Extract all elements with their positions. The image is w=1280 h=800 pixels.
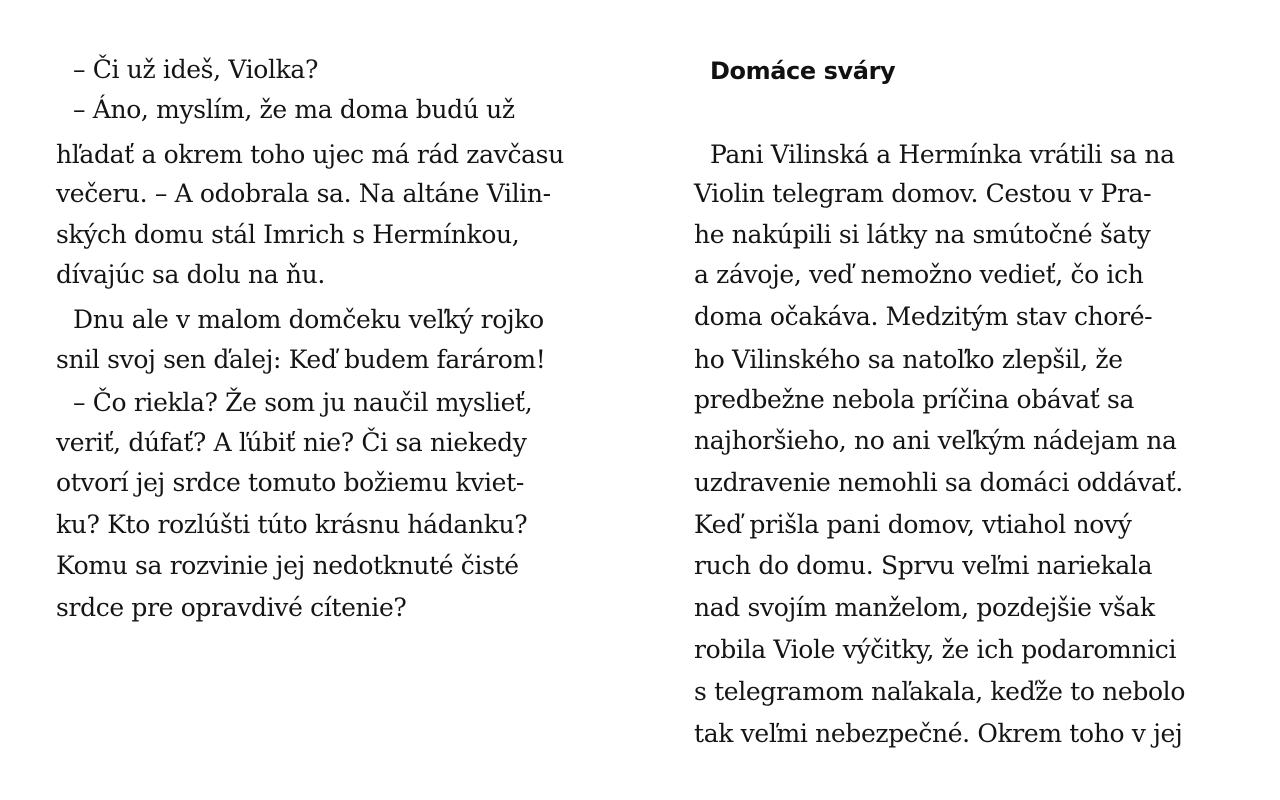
text-line: he nakúpili si látky na smútočné šaty [694, 220, 1151, 249]
text-line: Pani Vilinská a Hermínka vrátili sa na [710, 140, 1175, 169]
text-line: tak veľmi nebezpečné. Okrem toho v jej [694, 719, 1183, 748]
text-line: ruch do domu. Sprvu veľmi nariekala [694, 551, 1153, 580]
text-line: najhoršieho, no ani veľkým nádejam na [694, 426, 1177, 455]
text-line: hľadať a okrem toho ujec má rád zavčasu [56, 140, 564, 169]
text-line: ho Vilinského sa natoľko zlepšil, že [694, 345, 1123, 374]
text-line: snil svoj sen ďalej: Keď budem farárom! [56, 345, 546, 374]
chapter-title: Domáce sváry [710, 57, 896, 85]
text-line: otvorí jej srdce tomuto božiemu kviet- [56, 468, 524, 497]
text-line: nad svojím manželom, pozdejšie však [694, 593, 1155, 622]
text-line: Komu sa rozvinie jej nedotknuté čisté [56, 551, 519, 580]
text-line: ských domu stál Imrich s Hermínkou, [56, 220, 520, 249]
text-line: predbežne nebola príčina obávať sa [694, 385, 1135, 414]
text-line: Dnu ale v malom domčeku veľký rojko [73, 305, 544, 334]
text-line: a závoje, veď nemožno vedieť, čo ich [694, 260, 1144, 289]
text-line: ku? Kto rozlúšti túto krásnu hádanku? [56, 510, 528, 539]
text-line: srdce pre opravdivé cítenie? [56, 593, 407, 622]
text-line: – Áno, myslím, že ma doma budú už [73, 95, 515, 124]
text-line: – Čo riekla? Že som ju naučil myslieť, [73, 388, 533, 417]
text-line: robila Viole výčitky, že ich podaromnici [694, 635, 1177, 664]
right-page [640, 0, 1280, 800]
text-line: Violin telegram domov. Cestou v Pra- [694, 179, 1152, 208]
text-line: uzdravenie nemohli sa domáci oddávať. [694, 468, 1183, 497]
text-line: Keď prišla pani domov, vtiahol nový [694, 510, 1132, 539]
text-line: večeru. – A odobrala sa. Na altáne Vilin- [56, 179, 551, 208]
text-line: – Či už ideš, Violka? [73, 55, 319, 84]
text-line: dívajúc sa dolu na ňu. [56, 260, 326, 289]
text-line: doma očakáva. Medzitým stav choré- [694, 302, 1153, 331]
text-line: s telegramom naľakala, keďže to nebolo [694, 677, 1186, 706]
text-line: veriť, dúfať? A ľúbiť nie? Či sa niekedy [56, 428, 527, 457]
